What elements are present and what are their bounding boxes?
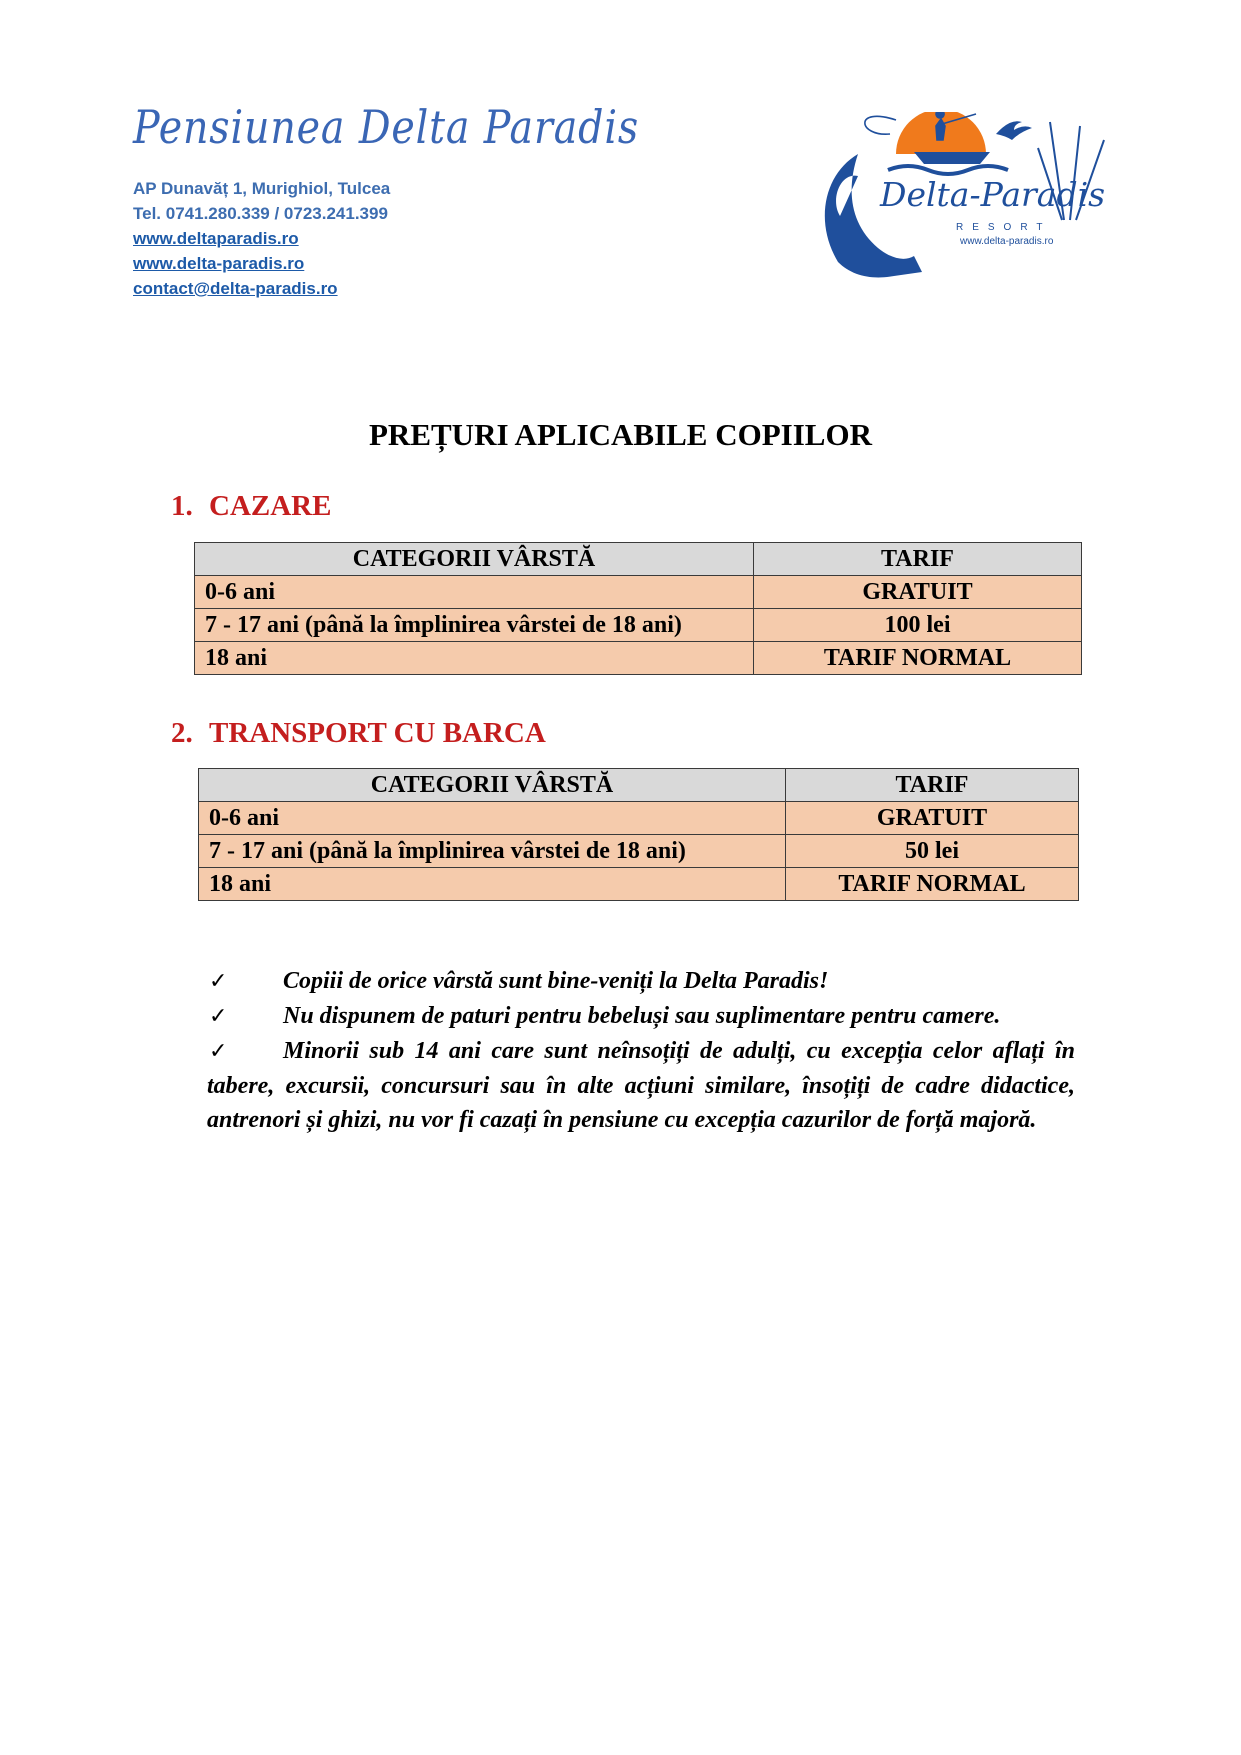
list-item	[207, 964, 1075, 999]
bird-icon	[996, 121, 1032, 140]
rate-cell: TARIF NORMAL	[754, 642, 1082, 675]
table-row	[199, 868, 1079, 901]
logo-subtitle: RESORT	[956, 222, 1052, 233]
rate-cell: 100 lei	[754, 609, 1082, 642]
checkmark-icon: ✓	[209, 969, 228, 994]
rate-cell: GRATUIT	[754, 576, 1082, 609]
note-text: Minorii sub 14 ani care sunt neînsoțiți de adulți, cu excepția celor aflați în tabere, excursii, concursuri sau în alte acțiuni similare, însoțiți de cadre didactice, antrenori și ghizi, nu vor fi cazați în pensiune cu excepția cazurilor de forță majoră.	[207, 1038, 1075, 1133]
delta-paradis-logo	[818, 112, 1128, 292]
age-cell: 18 ani	[195, 642, 754, 675]
header-age-category: CATEGORII VÂRSTĂ	[199, 769, 786, 802]
page-title: PREȚURI APLICABILE COPIILOR	[369, 417, 872, 452]
table-row	[199, 802, 1079, 835]
rate-cell: GRATUIT	[786, 802, 1079, 835]
age-cell: 7 - 17 ani (până la împlinirea vârstei de 18 ani)	[195, 609, 754, 642]
table-row	[195, 642, 1082, 675]
age-cell: 18 ani	[199, 868, 786, 901]
website-link-1[interactable]: www.deltaparadis.ro	[133, 229, 299, 248]
header-age-category: CATEGORII VÂRSTĂ	[195, 543, 754, 576]
table-row	[199, 835, 1079, 868]
checkmark-icon: ✓	[209, 1004, 228, 1029]
fish-icon	[825, 154, 922, 277]
wave-icon	[888, 166, 1008, 174]
phone: Tel. 0741.280.339 / 0723.241.399	[133, 204, 388, 223]
age-cell: 0-6 ani	[199, 802, 786, 835]
note-text: Copiii de orice vârstă sunt bine-veniți la Delta Paradis!	[283, 968, 829, 994]
header-rate: TARIF	[786, 769, 1079, 802]
checkmark-icon: ✓	[209, 1039, 228, 1064]
list-item	[207, 1034, 1075, 1137]
address: AP Dunavăț 1, Murighiol, Tulcea	[133, 179, 391, 198]
header-rate: TARIF	[754, 543, 1082, 576]
rate-cell: TARIF NORMAL	[786, 868, 1079, 901]
age-cell: 0-6 ani	[195, 576, 754, 609]
cazare-price-table	[194, 542, 1082, 675]
website-link-2[interactable]: www.delta-paradis.ro	[133, 254, 305, 273]
note-text: Nu dispunem de paturi pentru bebeluși sau suplimentare pentru camere.	[283, 1003, 1001, 1029]
rate-cell: 50 lei	[786, 835, 1079, 868]
table-row	[195, 576, 1082, 609]
section-label: CAZARE	[209, 490, 332, 522]
section-number: 2.	[171, 717, 193, 749]
contact-block	[133, 176, 390, 301]
logo-url: www.delta-paradis.ro	[960, 236, 1054, 247]
logo-text: Delta-Paradis	[880, 175, 1106, 214]
table-header-row	[195, 543, 1082, 576]
email-link[interactable]: contact@delta-paradis.ro	[133, 279, 338, 298]
boat-icon	[914, 152, 990, 164]
list-item	[207, 999, 1075, 1034]
section-title-cazare	[171, 490, 331, 523]
age-cell: 7 - 17 ani (până la împlinirea vârstei de 18 ani)	[199, 835, 786, 868]
notes-list	[207, 964, 1075, 1137]
table-header-row	[199, 769, 1079, 802]
brand-name: Pensiunea Delta Paradis	[133, 100, 640, 154]
section-title-transport	[171, 717, 546, 750]
transport-price-table	[198, 768, 1079, 901]
section-label: TRANSPORT CU BARCA	[209, 717, 546, 749]
section-number: 1.	[171, 490, 193, 522]
fishing-line	[865, 116, 896, 134]
table-row	[195, 609, 1082, 642]
